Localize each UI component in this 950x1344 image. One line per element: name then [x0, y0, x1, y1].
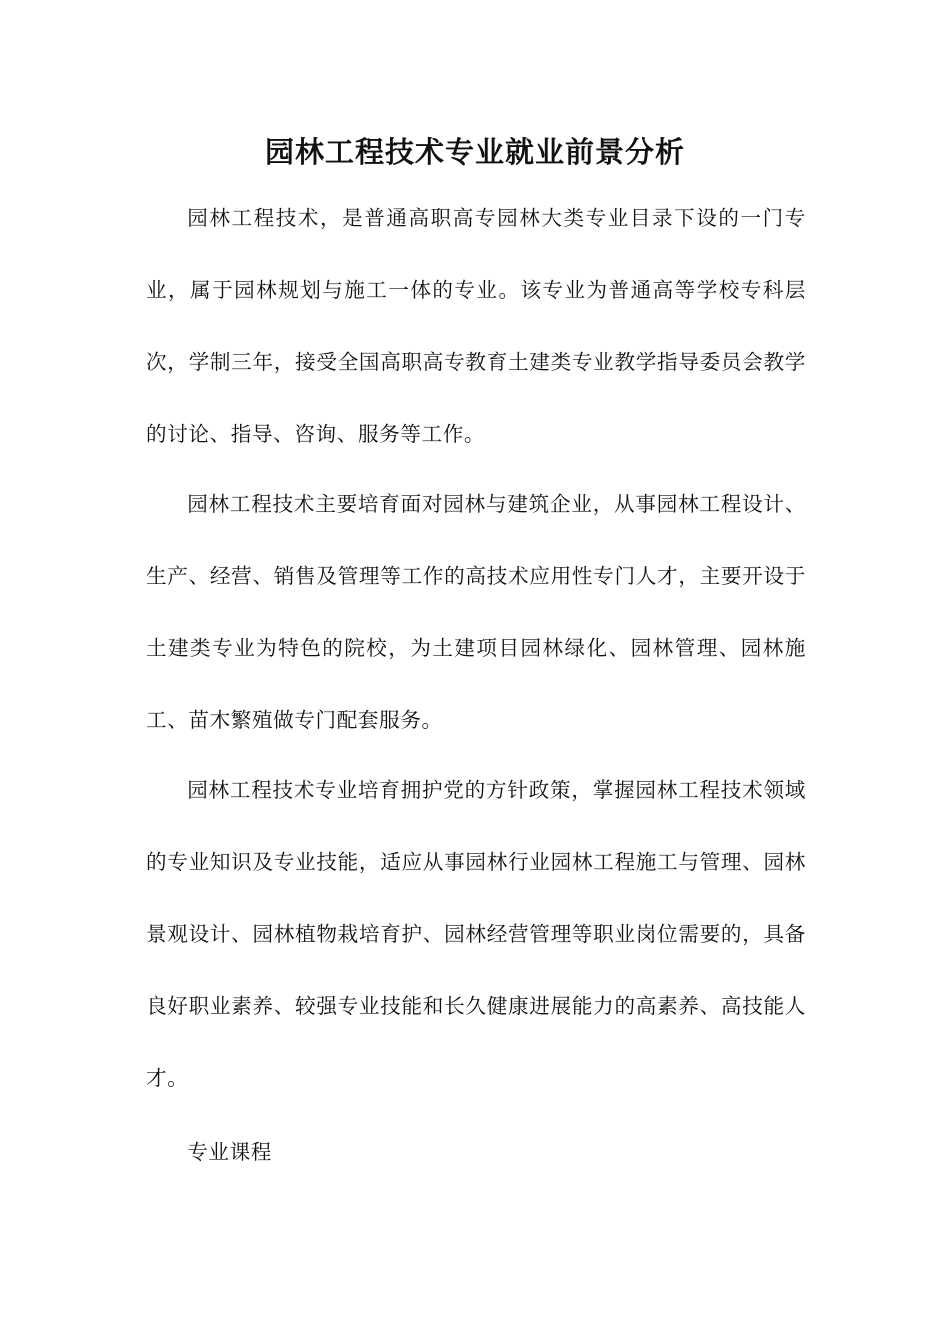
paragraph-training-goal: 园林工程技术主要培育面对园林与建筑企业，从事园林工程设计、生产、经营、销售及管理等工作的高技术应用性专门人才，主要开设于土建类专业为特色的院校，为土建项目园林绿化、园林管理、园林施工、苗木繁殖做专门配套服务。: [146, 492, 806, 732]
document-title: 园林工程技术专业就业前景分析: [264, 135, 685, 169]
section-heading-courses: 专业课程: [187, 1140, 272, 1164]
paragraph-talent-profile: 园林工程技术专业培育拥护党的方针政策，掌握园林工程技术领域的专业知识及专业技能，适应从事园林行业园林工程施工与管理、园林景观设计、园林植物栽培育护、园林经营管理等职业岗位需要的，具备良好职业素养、较强专业技能和长久健康进展能力的高素养、高技能人才。: [146, 778, 806, 1090]
paragraph-intro: 园林工程技术，是普通高职高专园林大类专业目录下设的一门专业，属于园林规划与施工一体的专业。该专业为普通高等学校专科层次，学制三年，接受全国高职高专教育土建类专业教学指导委员会教学的讨论、指导、咨询、服务等工作。: [146, 206, 806, 446]
